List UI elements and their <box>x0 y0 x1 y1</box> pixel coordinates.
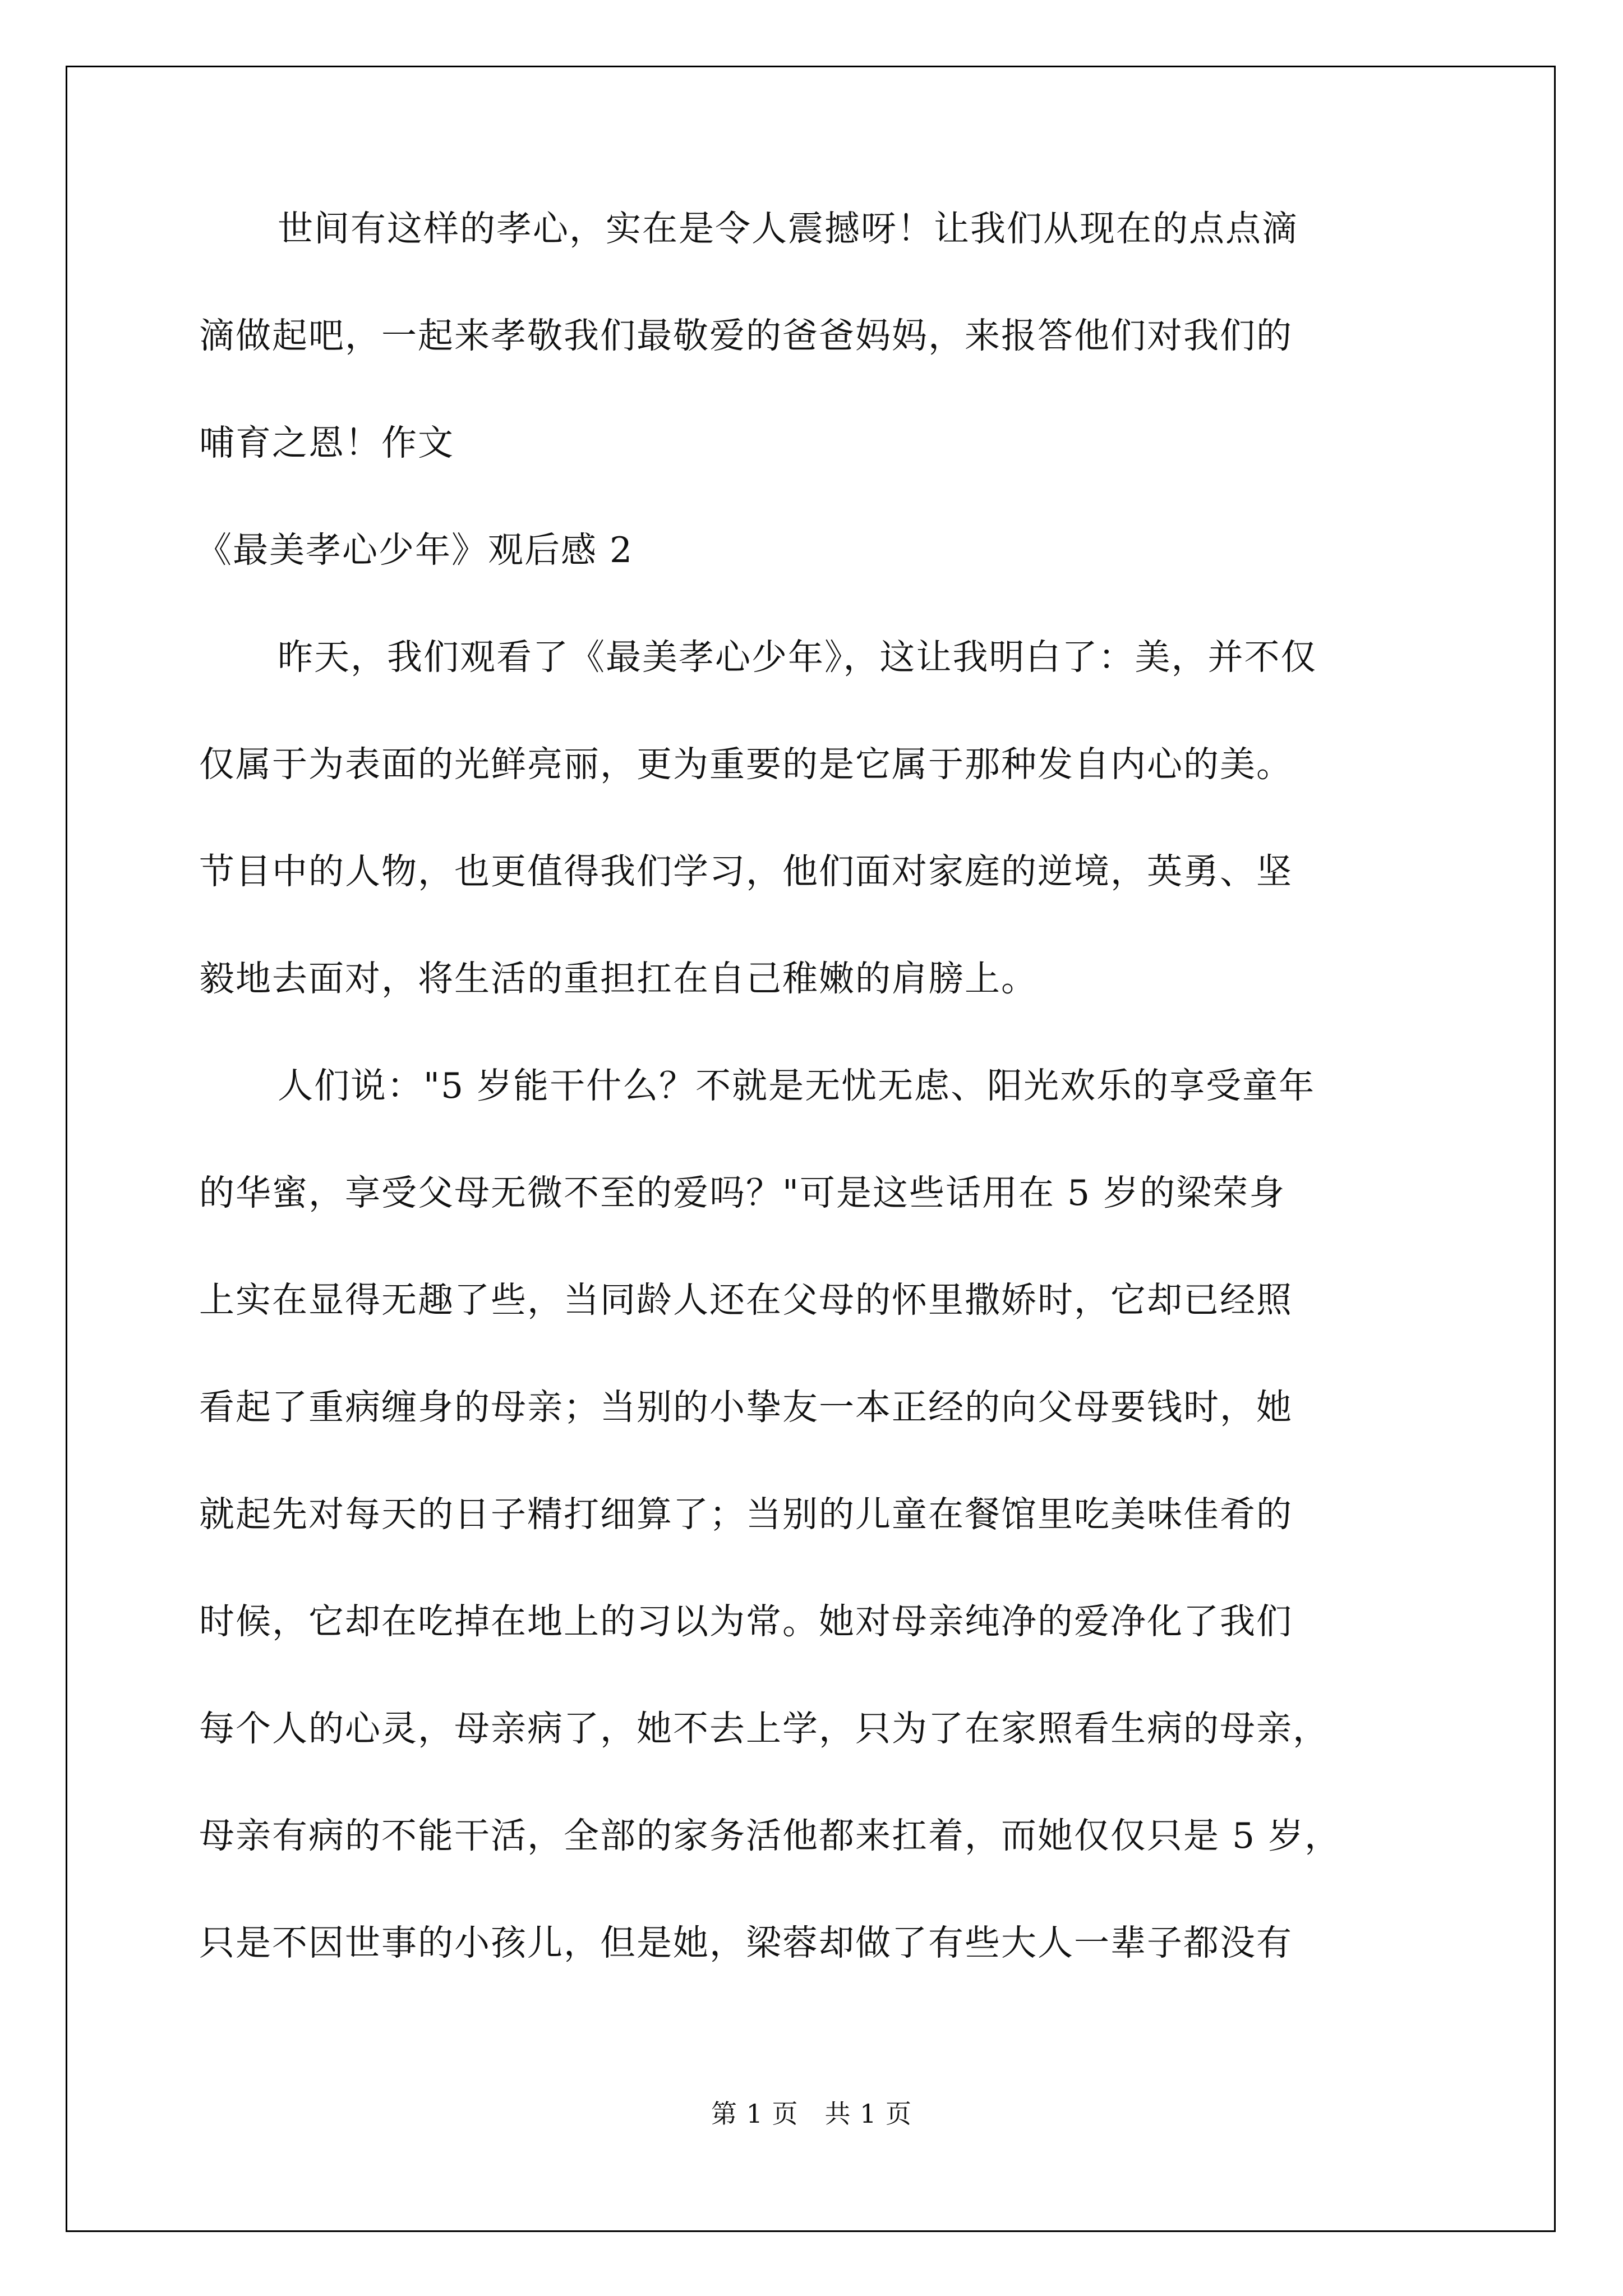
paragraph-line: 看起了重病缠身的母亲；当别的小挚友一本正经的向父母要钱时，她 <box>199 1387 1293 1428</box>
document-body <box>196 208 1455 2032</box>
paragraph-line: 的华蜜，享受父母无微不至的爱吗？"可是这些话用在 5 岁的梁荣身 <box>199 1172 1286 1213</box>
paragraph-line: 时候，它却在吃掉在地上的习以为常。她对母亲纯净的爱净化了我们 <box>199 1601 1293 1642</box>
paragraph-line: 人们说："5 岁能干什么？不就是无忧无虑、阳光欢乐的享受童年 <box>278 1065 1316 1106</box>
paragraph-line: 仅属于为表面的光鲜亮丽，更为重要的是它属于那种发自内心的美。 <box>199 744 1293 785</box>
paragraph-line: 滴做起吧，一起来孝敬我们最敬爱的爸爸妈妈，来报答他们对我们的 <box>199 315 1293 356</box>
paragraph-line: 母亲有病的不能干活，全部的家务活他都来扛着，而她仅仅只是 5 岁， <box>199 1815 1341 1856</box>
paragraph-line: 节目中的人物，也更值得我们学习，他们面对家庭的逆境，英勇、坚 <box>199 851 1293 892</box>
paragraph-line: 每个人的心灵，母亲病了，她不去上学，只为了在家照看生病的母亲， <box>199 1708 1329 1749</box>
paragraph-line: 世间有这样的孝心，实在是令人震撼呀！让我们从现在的点点滴 <box>278 208 1298 249</box>
page-number-footer: 第 1 页 共 1 页 <box>711 2099 912 2129</box>
paragraph-line: 哺育之恩！作文 <box>199 422 454 463</box>
section-title: 《最美孝心少年》观后感 2 <box>196 530 634 570</box>
paragraph-line: 就起先对每天的日子精打细算了；当别的儿童在餐馆里吃美味佳肴的 <box>199 1494 1293 1535</box>
paragraph-line: 上实在显得无趣了些，当同龄人还在父母的怀里撒娇时，它却已经照 <box>199 1280 1293 1320</box>
paragraph-line: 毅地去面对，将生活的重担扛在自己稚嫩的肩膀上。 <box>199 958 1038 999</box>
paragraph-line: 昨天，我们观看了《最美孝心少年》，这让我明白了：美，并不仅 <box>278 637 1317 678</box>
paragraph-line: 只是不因世事的小孩儿，但是她，梁蓉却做了有些大人一辈子都没有 <box>199 1922 1293 1963</box>
